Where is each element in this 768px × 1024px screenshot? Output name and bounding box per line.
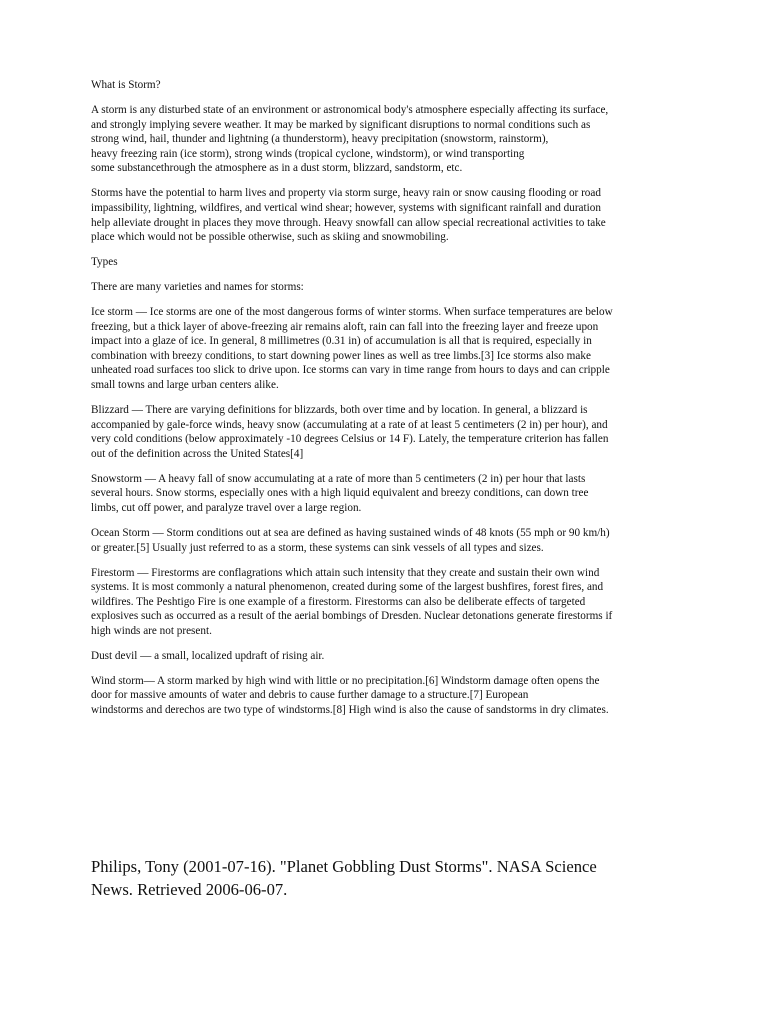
document-body xyxy=(91,78,691,728)
impacts-paragraph xyxy=(91,186,691,244)
page-title: What is Storm? xyxy=(91,79,161,91)
intro-line: heavy freezing rain (ice storm), strong winds (tropical cyclone, windstorm), or wind transporting xyxy=(91,147,525,160)
blizzard-line: out of the definition across the United States[4] xyxy=(91,447,304,460)
impacts-line: Storms have the potential to harm lives and property via storm surge, heavy rain or snow causing flooding or road xyxy=(91,187,601,200)
intro-line: and strongly implying severe weather. It may be marked by significant disruptions to normal conditions such as xyxy=(91,118,591,131)
snowstorm-line: Snowstorm — A heavy fall of snow accumulating at a rate of more than 5 centimeters (2 in) per hour that lasts xyxy=(91,472,586,485)
blizzard-line: accompanied by gale-force winds, heavy snow (accumulating at a rate of at least 5 centimeters (2 in) per hour), and xyxy=(91,418,608,431)
firestorm-line: systems. It is most commonly a natural phenomenon, created during some of the largest bushfires, forest fires, and xyxy=(91,581,604,594)
ice-storm-line: freezing, but a thick layer of above-freezing air remains aloft, rain can fall into the freezing layer and freeze upon xyxy=(91,320,599,333)
wind-storm-paragraph xyxy=(91,674,691,718)
ice-storm-line: small towns and large urban centers alike. xyxy=(91,379,279,392)
snowstorm-paragraph xyxy=(91,472,691,516)
intro-line: some substancethrough the atmosphere as in a dust storm, blizzard, sandstorm, etc. xyxy=(91,162,463,175)
impacts-line: place which would not be possible otherwise, such as skiing and snowmobiling. xyxy=(91,231,449,244)
citation-line: Philips, Tony (2001-07-16). "Planet Gobbling Dust Storms". NASA Science xyxy=(91,857,597,876)
dust-devil-paragraph: Dust devil — a small, localized updraft of rising air. xyxy=(91,649,325,662)
ice-storm-line: Ice storm — Ice storms are one of the most dangerous forms of winter storms. When surface temperatures are below xyxy=(91,306,613,319)
citation-line: News. Retrieved 2006-06-07. xyxy=(91,879,288,899)
blizzard-paragraph xyxy=(91,403,691,461)
blizzard-line: Blizzard — There are varying definitions for blizzards, both over time and by location. In general, a blizzard is xyxy=(91,404,588,417)
blizzard-line: very cold conditions (below approximately -10 degrees Celsius or 14 F). Lately, the temperature criterion has fallen xyxy=(91,433,609,446)
firestorm-line: Firestorm — Firestorms are conflagrations which attain such intensity that they create and sustain their own wind xyxy=(91,566,600,579)
ice-storm-line: unheated road surfaces too slick to drive upon. Ice storms can vary in time range from hours to days and can cripple xyxy=(91,364,610,377)
ocean-storm-line: or greater.[5] Usually just referred to as a storm, these systems can sink vessels of all types and sizes. xyxy=(91,541,544,554)
types-heading: Types xyxy=(91,256,118,269)
wind-storm-line: windstorms and derechos are two type of windstorms.[8] High wind is also the cause of sandstorms in dry climates. xyxy=(91,704,609,717)
ice-storm-paragraph xyxy=(91,305,691,393)
ocean-storm-paragraph xyxy=(91,526,691,555)
firestorm-paragraph xyxy=(91,566,691,639)
firestorm-line: explosives such as occurred as a result of the aerial bombings of Dresden. Nuclear detonations generate firestorms if xyxy=(91,610,613,623)
snowstorm-line: limbs, cut off power, and paralyze travel over a large region. xyxy=(91,501,362,514)
impacts-line: help alleviate drought in places they move through. Heavy snowfall can allow special recreational activities to take xyxy=(91,216,606,229)
snowstorm-line: several hours. Snow storms, especially ones with a high liquid equivalent and breezy conditions, can down tree xyxy=(91,487,589,500)
wind-storm-line: door for massive amounts of water and debris to cause further damage to a structure.[7] European xyxy=(91,689,529,702)
intro-line: strong wind, hail, thunder and lightning (a thunderstorm), heavy precipitation (snowstorm, rainstorm), xyxy=(91,133,549,146)
ice-storm-line: combination with breezy conditions, to start downing power lines as well as tree limbs.[3] Ice storms also make xyxy=(91,349,591,362)
firestorm-line: wildfires. The Peshtigo Fire is one example of a firestorm. Firestorms can also be deliberate effects of targeted xyxy=(91,595,586,608)
varieties-intro: There are many varieties and names for storms: xyxy=(91,281,304,294)
firestorm-line: high winds are not present. xyxy=(91,624,212,637)
intro-paragraph xyxy=(91,103,691,176)
ocean-storm-line: Ocean Storm — Storm conditions out at sea are defined as having sustained winds of 48 knots (55 mph or 90 km/h) xyxy=(91,526,610,539)
wind-storm-line: Wind storm— A storm marked by high wind with little or no precipitation.[6] Windstorm damage often opens the xyxy=(91,674,600,687)
impacts-line: impassibility, lightning, wildfires, and vertical wind shear; however, systems with significant rainfall and duration xyxy=(91,201,601,214)
citation xyxy=(91,856,691,901)
ice-storm-line: impact into a glaze of ice. In general, 8 millimetres (0.31 in) of accumulation is all that is required, especially in xyxy=(91,335,592,348)
intro-line: A storm is any disturbed state of an environment or astronomical body's atmosphere especially affecting its surface, xyxy=(91,103,609,116)
